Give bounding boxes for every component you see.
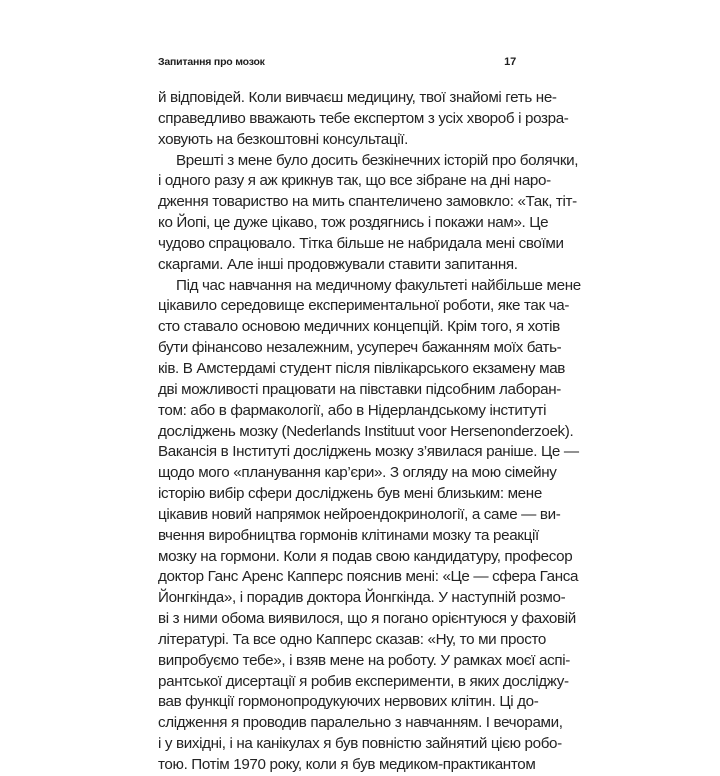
text-line: досліджень мозку (Nederlands Instituut voor Hersenonderzoek). (158, 422, 574, 440)
text-line: доктор Ганс Аренс Капперс пояснив мені: «Це — сфера Ганса (158, 568, 579, 586)
text-line: дження товариство на мить спантеличено замовкло: «Так, тіт- (158, 193, 577, 211)
text-line: чудово спрацювало. Тітка більше не набридала мені своїми (158, 234, 564, 252)
text-line: щодо мого «планування кар’єри». З огляду на мою сімейну (158, 464, 557, 482)
text-line: випробуємо тебе», і взяв мене на роботу. У рамках моєї аспі- (158, 651, 570, 669)
text-line: том: або в фармакології, або в Нідерландському інституті (158, 401, 547, 419)
running-head (158, 56, 518, 72)
text-line: й відповідей. Коли вивчаєш медицину, твої знайомі геть не- (158, 89, 557, 106)
text-line: Йонгкінда», і порадив доктора Йонгкінда. У наступній розмо- (158, 589, 566, 607)
text-line: Під час навчання на медичному факультеті найбільше мене (176, 276, 581, 294)
text-line: слідження я проводив паралельно з навчанням. І вечорами, (158, 714, 563, 732)
text-line: ві з ними обома виявилося, що я погано орієнтуюся у фаховій (158, 610, 576, 628)
text-line: ховують на безкоштовні консультації. (158, 130, 408, 148)
text-line: вав функції гормонопродукуючих нервових клітин. Ці до- (158, 693, 539, 711)
page-number: 17 (504, 56, 516, 68)
text-line: ків. В Амстердамі студент після півлікарського екзамену мав (158, 359, 566, 377)
text-line: цікавив новий напрямок нейроендокринології, а саме — ви- (158, 505, 561, 523)
text-line: Вакансія в Інституті досліджень мозку з’явилася раніше. Це — (158, 443, 579, 461)
text-line: історію вибір сфери досліджень був мені близьким: мене (158, 485, 542, 503)
text-line: ко Йопі, це дуже цікаво, тож роздягнись і покажи нам». Це (158, 214, 549, 232)
text-line: і одного разу я аж крикнув так, що все зібране на дні наро- (158, 172, 551, 190)
text-line: вчення виробництва гормонів клітинами мозку та реакції (158, 526, 539, 544)
text-line: рантської дисертації я робив експерименти, в яких досліджу- (158, 672, 569, 690)
text-line: дві можливості працювати на півставки підсобним лаборан- (158, 380, 561, 398)
text-line: мозку на гормони. Коли я подав свою кандидатуру, професор (158, 547, 573, 565)
text-line: бути фінансово незалежним, усупереч бажанням моїх бать- (158, 339, 562, 357)
text-line: справедливо вважають тебе експертом з усіх хвороб і розра- (158, 109, 569, 127)
text-line: тою. Потім 1970 року, коли я був медиком-практикантом (158, 756, 536, 773)
text-line: літературі. Та все одно Капперс сказав: «Ну, то ми просто (158, 630, 547, 648)
running-title: Запитання про мозок (158, 56, 265, 68)
text-line: Врешті з мене було досить безкінечних історій про болячки, (176, 151, 579, 169)
text-line: скаргами. Але інші продовжували ставити запитання. (158, 255, 518, 273)
text-line: сто ставало основою медичних концепцій. Крім того, я хотів (158, 318, 560, 336)
text-line: цікавило середовище експериментальної роботи, яке так ча- (158, 297, 570, 315)
text-line: і у вихідні, і на канікулах я був повністю зайнятий цією робо- (158, 735, 562, 753)
body-text (158, 88, 581, 776)
